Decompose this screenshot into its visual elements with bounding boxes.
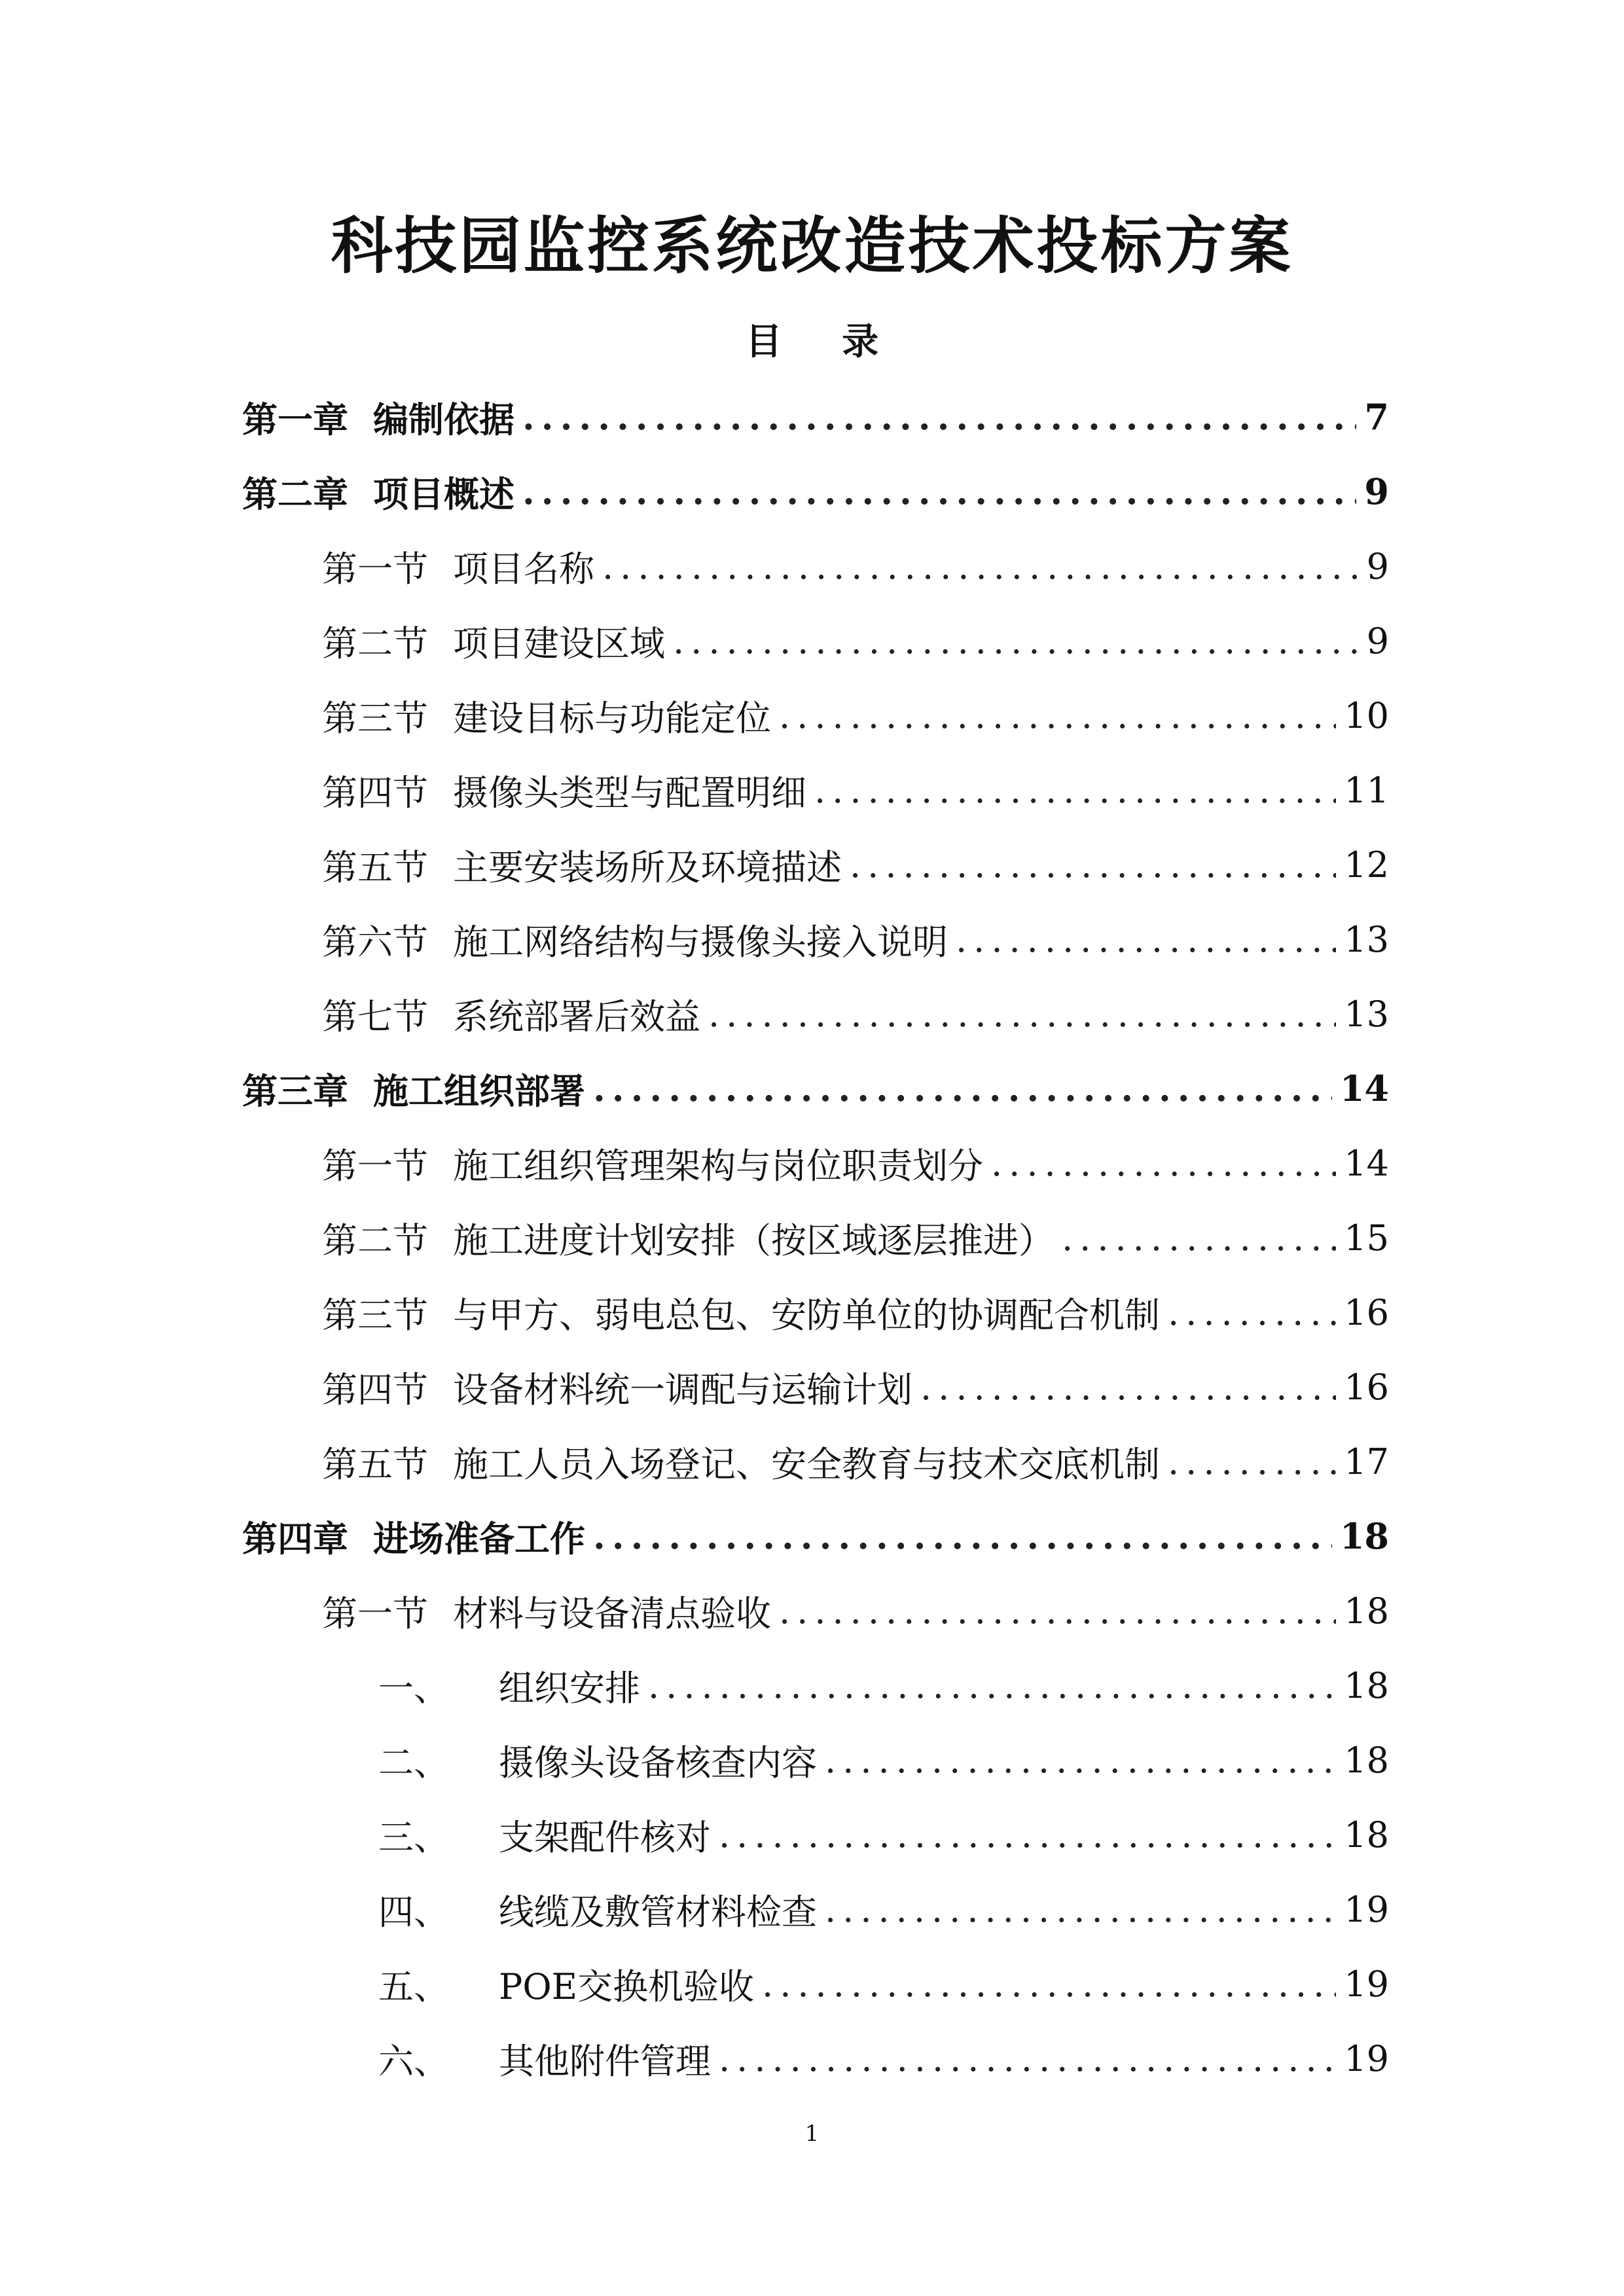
toc-entry-number: 六、 [378,2040,449,2082]
toc-entry-number: 第一章 [242,398,348,440]
toc-entry-page: 9 [1366,545,1389,587]
toc-entry-page: 10 [1344,694,1389,736]
toc-heading: 目 录 [745,320,903,363]
toc-entry-item[interactable] [242,1946,1389,2021]
dot-leader [648,1665,1336,1706]
dot-leader [825,1740,1336,1781]
toc-entry-title: 施工人员入场登记、安全教育与技术交底机制 [453,1443,1160,1485]
toc-entry-number: 第一节 [322,1592,428,1634]
toc-entry-page: 12 [1344,844,1389,886]
toc-entry-section[interactable] [242,827,1389,902]
dot-leader [1168,1441,1336,1482]
toc-entry-page: 17 [1344,1441,1389,1482]
toc-entry-section[interactable] [242,529,1389,603]
toc-entry-page: 19 [1344,2037,1389,2079]
toc-entry-page: 9 [1364,471,1389,512]
dot-leader [1062,1217,1336,1259]
toc-entry-title: 编制依据 [373,398,514,440]
toc-entry-title: 项目名称 [453,548,594,590]
toc-entry-page: 15 [1344,1217,1389,1259]
toc-entry-item[interactable] [242,1723,1389,1797]
toc-entry-number: 第三章 [242,1069,348,1112]
toc-entry-page: 11 [1344,769,1389,811]
toc-entry-title: POE交换机验收 [499,1965,755,2007]
toc-entry-title: 主要安装场所及环境描述 [453,846,842,888]
dot-leader [814,770,1336,811]
toc-entry-number: 第六节 [322,921,428,963]
toc-entry-number: 第二章 [242,473,348,515]
toc-entry-item[interactable] [242,1797,1389,1872]
toc-entry-title: 施工进度计划安排（按区域逐层推进） [453,1219,1054,1261]
toc-entry-page: 13 [1344,918,1389,960]
toc-entry-section[interactable] [242,977,1389,1051]
toc-entry-number: 一、 [378,1667,449,1709]
page-number-footer: 1 [804,2121,820,2147]
toc-entry-page: 18 [1344,1590,1389,1632]
dot-leader [593,1067,1332,1109]
toc-entry-chapter[interactable] [242,1499,1389,1573]
dot-leader [708,994,1336,1035]
toc-entry-number: 第七节 [322,996,428,1037]
toc-entry-title: 系统部署后效益 [453,996,700,1037]
toc-entry-title: 施工组织部署 [373,1069,585,1112]
dot-leader [779,695,1336,736]
toc-entry-number: 第一节 [322,1145,428,1187]
toc-entry-number: 第四章 [242,1517,348,1560]
toc-entry-title: 线缆及敷管材料检查 [499,1891,817,1933]
toc-entry-page: 9 [1366,620,1389,662]
toc-entry-title: 支架配件核对 [499,1816,711,1858]
dot-leader [719,2038,1336,2079]
toc-entry-number: 第五节 [322,846,428,888]
toc-entry-number: 三、 [378,1816,449,1858]
toc-entry-number: 第四节 [322,1369,428,1410]
toc-entry-page: 14 [1339,1067,1389,1109]
toc-entry-section[interactable] [242,1275,1389,1350]
toc-entry-page: 18 [1339,1515,1389,1557]
toc-entry-title: 摄像头设备核查内容 [499,1742,817,1784]
toc-entry-section[interactable] [242,603,1389,678]
toc-entry-title: 项目概述 [373,473,514,515]
toc-entry-chapter[interactable] [242,380,1389,454]
toc-entry-item[interactable] [242,2021,1389,2096]
toc-entry-page: 19 [1344,1888,1389,1930]
toc-entry-chapter[interactable] [242,1051,1389,1126]
toc-entry-section[interactable] [242,1424,1389,1499]
toc-entry-item[interactable] [242,1648,1389,1723]
toc-entry-section[interactable] [242,902,1389,977]
toc-entry-title: 材料与设备清点验收 [453,1592,771,1634]
toc-entry-section[interactable] [242,678,1389,753]
dot-leader [719,1814,1336,1856]
toc-entry-page: 16 [1344,1366,1389,1408]
dot-leader [991,1143,1336,1184]
toc-entry-page: 18 [1344,1814,1389,1856]
toc-entry-number: 五、 [378,1965,449,2007]
document-title: 科技园监控系统改造技术投标方案 [331,210,1293,282]
dot-leader [825,1889,1336,1930]
toc-entry-title: 其他附件管理 [499,2040,711,2082]
dot-leader [593,1515,1332,1557]
toc-entry-title: 进场准备工作 [373,1517,585,1560]
toc-entry-item[interactable] [242,1872,1389,1946]
toc-entry-page: 13 [1344,993,1389,1035]
dot-leader [762,1964,1336,2005]
toc-entry-title: 设备材料统一调配与运输计划 [453,1369,912,1410]
toc-entry-title: 与甲方、弱电总包、安防单位的协调配合机制 [453,1294,1160,1336]
table-of-contents [242,380,1389,2096]
toc-entry-section[interactable] [242,1200,1389,1275]
toc-entry-number: 第五节 [322,1443,428,1485]
toc-entry-number: 第四节 [322,772,428,814]
dot-leader [522,396,1356,438]
toc-entry-page: 18 [1344,1664,1389,1706]
toc-entry-page: 14 [1344,1142,1389,1184]
toc-entry-number: 第三节 [322,1294,428,1336]
toc-entry-section[interactable] [242,1126,1389,1200]
toc-entry-page: 19 [1344,1963,1389,2005]
dot-leader [522,471,1356,512]
toc-entry-page: 18 [1344,1739,1389,1781]
toc-entry-title: 摄像头类型与配置明细 [453,772,806,814]
toc-entry-number: 二、 [378,1742,449,1784]
toc-entry-number: 四、 [378,1891,449,1933]
dot-leader [602,546,1359,587]
toc-entry-title: 项目建设区域 [453,622,665,664]
toc-entry-page: 7 [1364,396,1389,438]
dot-leader [850,844,1336,886]
toc-entry-title: 施工组织管理架构与岗位职责划分 [453,1145,983,1187]
toc-entry-title: 施工网络结构与摄像头接入说明 [453,921,948,963]
toc-entry-chapter[interactable] [242,454,1389,529]
toc-entry-section[interactable] [242,1350,1389,1424]
toc-entry-title: 建设目标与功能定位 [453,697,771,739]
dot-leader [779,1590,1336,1632]
toc-entry-title: 组织安排 [499,1667,640,1709]
toc-entry-number: 第二节 [322,622,428,664]
toc-entry-number: 第三节 [322,697,428,739]
toc-entry-number: 第二节 [322,1219,428,1261]
toc-entry-page: 16 [1344,1291,1389,1333]
dot-leader [956,919,1336,960]
toc-entry-section[interactable] [242,1573,1389,1648]
toc-entry-number: 第一节 [322,548,428,590]
dot-leader [673,620,1359,662]
dot-leader [920,1367,1336,1408]
dot-leader [1168,1292,1336,1333]
toc-entry-section[interactable] [242,753,1389,827]
